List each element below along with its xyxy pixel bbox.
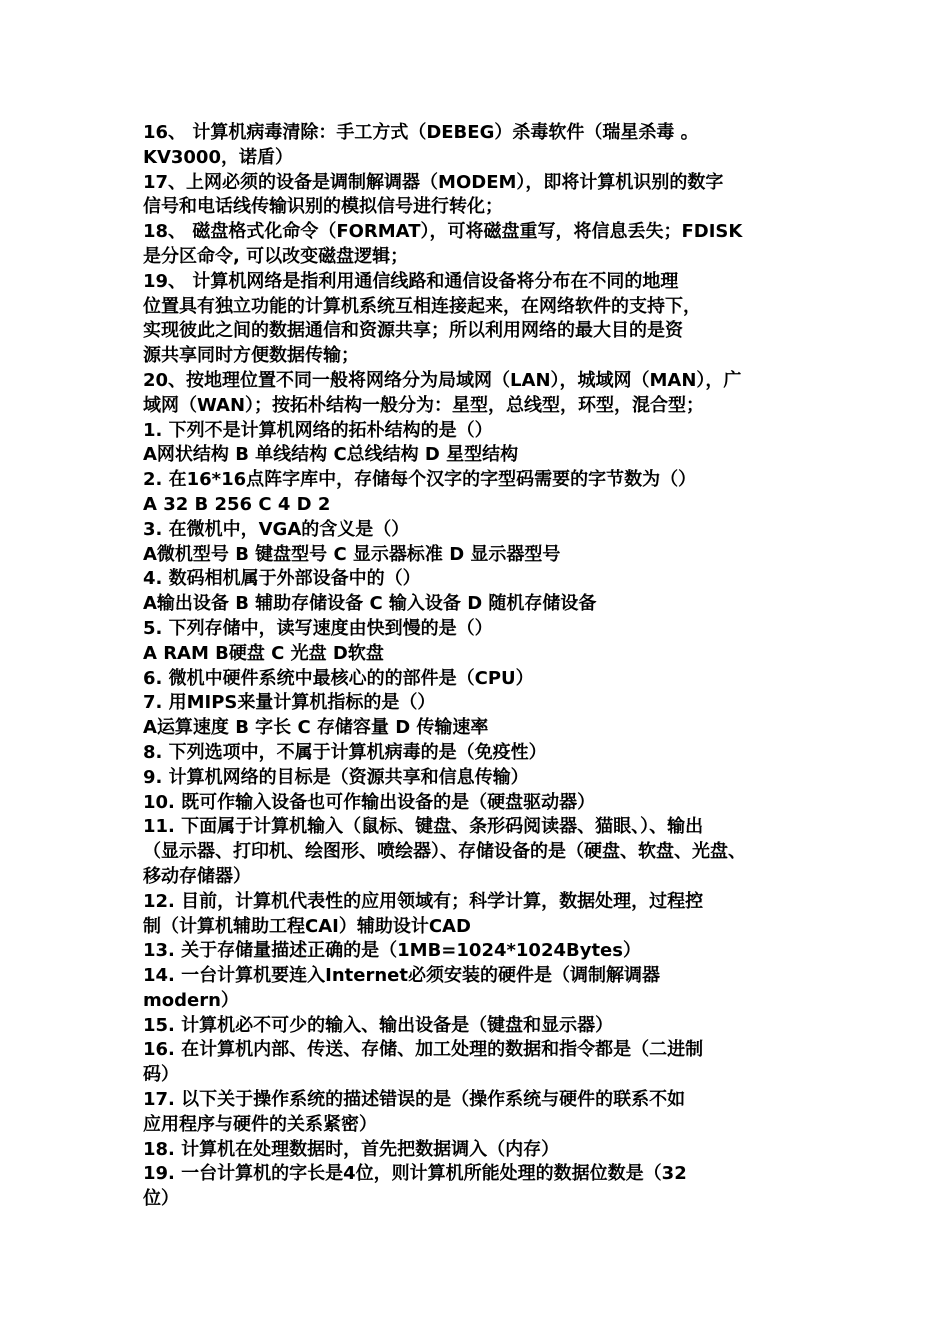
question-line: 5. 下列存储中，读写速度由快到慢的是（） bbox=[143, 617, 493, 639]
question-line: 4. 数码相机属于外部设备中的（） bbox=[143, 568, 421, 590]
question-line: 2. 在16*16点阵字库中，存储每个汉字的字型码需要的字节数为（） bbox=[143, 469, 697, 491]
text-line: 源共享同时方便数据传输； bbox=[143, 345, 359, 367]
question-line: 12. 目前，计算机代表性的应用领域有；科学计算，数据处理，过程控 bbox=[143, 890, 704, 912]
question-line: 9. 计算机网络的目标是（资源共享和信息传输） bbox=[143, 766, 529, 788]
question-line: 16. 在计算机内部、传送、存储、加工处理的数据和指令都是（二进制 bbox=[143, 1039, 704, 1061]
options-line: A网状结构 B 单线结构 C总线结构 D 星型结构 bbox=[143, 444, 519, 466]
options-line: A微机型号 B 键盘型号 C 显示器标准 D 显示器型号 bbox=[143, 543, 561, 565]
options-line: A输出设备 B 辅助存储设备 C 输入设备 D 随机存储设备 bbox=[143, 593, 597, 615]
options-line: A运算速度 B 字长 C 存储容量 D 传输速率 bbox=[143, 717, 489, 739]
document-body bbox=[143, 121, 823, 1212]
question-line: 1. 下列不是计算机网络的拓朴结构的是（） bbox=[143, 419, 493, 441]
options-line: A RAM B硬盘 C 光盘 D软盘 bbox=[143, 642, 384, 664]
text-line: 位） bbox=[143, 1188, 179, 1210]
question-line: 19. 一台计算机的字长是4位，则计算机所能处理的数据位数是（32 bbox=[143, 1163, 687, 1185]
text-line: 应用程序与硬件的关系紧密） bbox=[143, 1113, 377, 1135]
text-line: 17、上网必须的设备是调制解调器（MODEM），即将计算机识别的数字 bbox=[143, 171, 724, 193]
question-line: 13. 关于存储量描述正确的是（1MB=1024*1024Bytes） bbox=[143, 940, 641, 962]
question-line: 6. 微机中硬件系统中最核心的的部件是（CPU） bbox=[143, 667, 534, 689]
question-line: 11. 下面属于计算机输入（鼠标、键盘、条形码阅读器、猫眼、）、输出 bbox=[143, 816, 704, 838]
question-line: 10. 既可作输入设备也可作输出设备的是（硬盘驱动器） bbox=[143, 791, 596, 813]
text-line: modern） bbox=[143, 989, 239, 1011]
question-line: 8. 下列选项中，不属于计算机病毒的是（免疫性） bbox=[143, 741, 547, 763]
text-line: KV3000，诺盾） bbox=[143, 146, 293, 168]
text-line: 20、按地理位置不同一般将网络分为局域网（LAN），城域网（MAN），广 bbox=[143, 369, 742, 391]
text-line: 实现彼此之间的数据通信和资源共享；所以利用网络的最大目的是资 bbox=[143, 320, 683, 342]
question-line: 18. 计算机在处理数据时，首先把数据调入（内存） bbox=[143, 1138, 560, 1160]
text-line: 信号和电话线传输识别的模拟信号进行转化； bbox=[143, 196, 503, 218]
text-line: 18、 磁盘格式化命令（FORMAT），可将磁盘重写，将信息丢失；FDISK bbox=[143, 221, 743, 243]
text-line: 19、 计算机网络是指利用通信线路和通信设备将分布在不同的地理 bbox=[143, 270, 679, 292]
question-line: 17. 以下关于操作系统的描述错误的是（操作系统与硬件的联系不如 bbox=[143, 1089, 686, 1111]
text-line: 域网（WAN）；按拓朴结构一般分为：星型，总线型，环型，混合型； bbox=[143, 394, 705, 416]
question-line: 14. 一台计算机要连入Internet必须安装的硬件是（调制解调器 bbox=[143, 965, 660, 987]
text-line: 是分区命令, 可以改变磁盘逻辑； bbox=[143, 245, 409, 267]
text-line: 位置具有独立功能的计算机系统互相连接起来，在网络软件的支持下， bbox=[143, 295, 701, 317]
text-line: 制（计算机辅助工程CAI）辅助设计CAD bbox=[143, 915, 471, 937]
text-line: 移动存储器） bbox=[143, 865, 251, 887]
question-line: 3. 在微机中，VGA的含义是（） bbox=[143, 518, 410, 540]
question-line: 7. 用MIPS来量计算机指标的是（） bbox=[143, 692, 436, 714]
question-line: 15. 计算机必不可少的输入、输出设备是（键盘和显示器） bbox=[143, 1014, 614, 1036]
options-line: A 32 B 256 C 4 D 2 bbox=[143, 493, 331, 515]
text-line: 码） bbox=[143, 1064, 179, 1086]
text-line: （显示器、打印机、绘图形、喷绘器）、存储设备的是（硬盘、软盘、光盘、 bbox=[143, 841, 746, 863]
text-line: 16、 计算机病毒清除：手工方式（DEBEG）杀毒软件（瑞星杀毒 。 bbox=[143, 122, 699, 143]
